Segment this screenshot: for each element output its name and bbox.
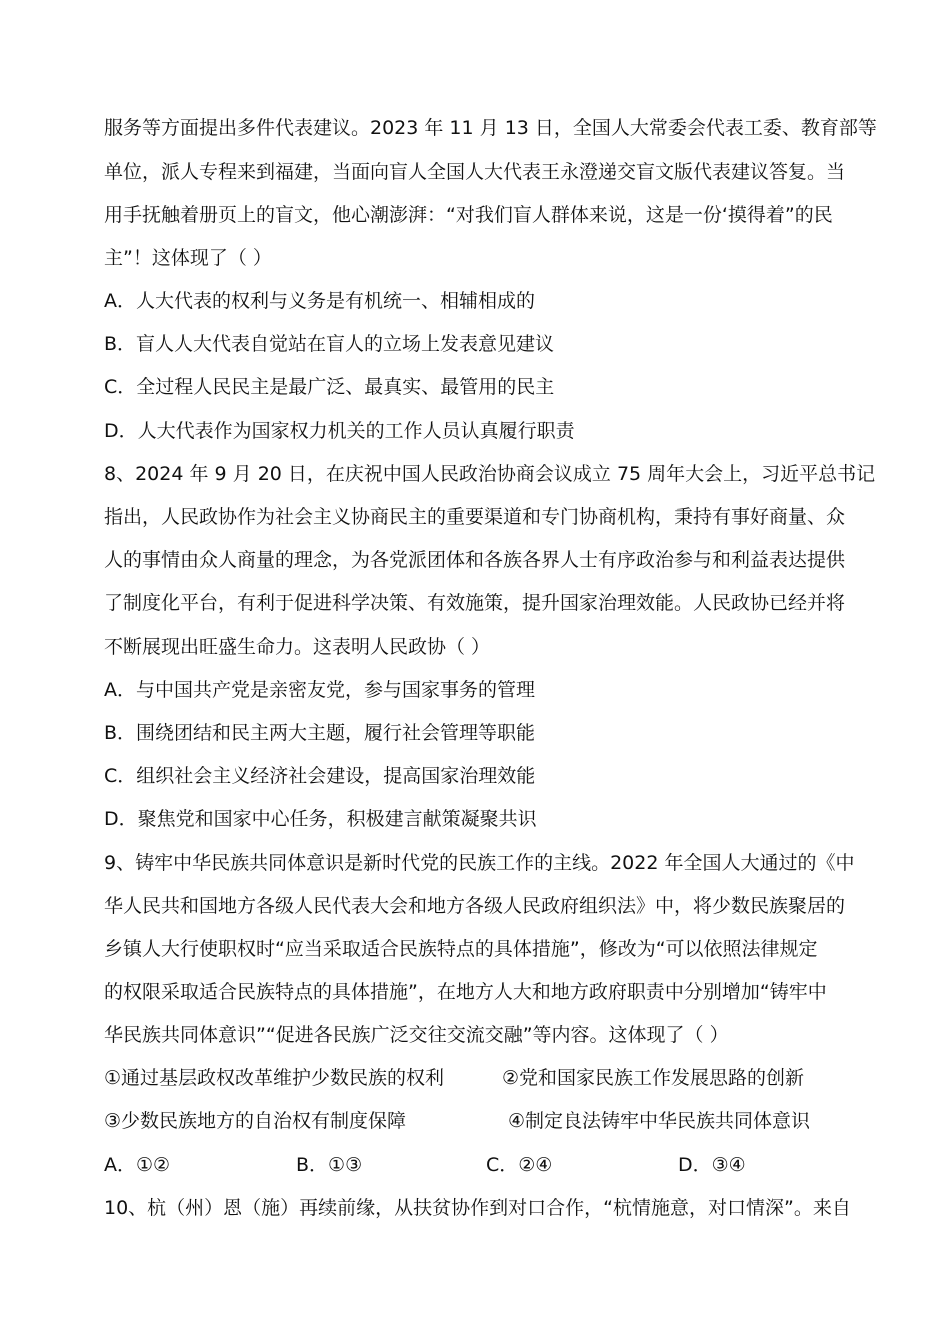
q9-stem-line: 乡镇人大行使职权时“应当采取适合民族特点的具体措施”，修改为“可以依照法律规定 [104, 938, 818, 960]
q10-stem-line: 10、杭（州）恩（施）再续前缘，从扶贫协作到对口合作，“杭情施意，对口情深”。来自 [104, 1197, 851, 1219]
q9-statement-1: ①通过基层政权改革维护少数民族的权利 [104, 1067, 445, 1089]
q8-stem-line: 指出，人民政协作为社会主义协商民主的重要渠道和专门协商机构，秉持有事好商量、众 [104, 506, 846, 528]
q7-option-c: C．全过程人民民主是最广泛、最真实、最管用的民主 [104, 376, 555, 398]
q9-stem-line: 华人民共和国地方各级人民代表大会和地方各级人民政府组织法》中，将少数民族聚居的 [104, 895, 846, 917]
q9-choice-b: B．①③ [296, 1154, 363, 1176]
q7-option-b: B．盲人人大代表自觉站在盲人的立场上发表意见建议 [104, 333, 555, 355]
q8-stem-line: 了制度化平台，有利于促进科学决策、有效施策，提升国家治理效能。人民政协已经并将 [104, 592, 846, 614]
q9-statement-3: ③少数民族地方的自治权有制度保障 [104, 1110, 407, 1132]
q8-stem-line: 人的事情由众人商量的理念，为各党派团体和各族各界人士有序政治参与和利益表达提供 [104, 549, 846, 571]
q7-option-d: D．人大代表作为国家权力机关的工作人员认真履行职责 [104, 420, 575, 442]
q8-option-c: C．组织社会主义经济社会建设，提高国家治理效能 [104, 765, 536, 787]
q9-statement-2: ②党和国家民族工作发展思路的创新 [502, 1067, 805, 1089]
q7-stem-line: 主”！这体现了（ ） [104, 247, 272, 269]
q9-stem-line: 的权限采取适合民族特点的具体措施”，在地方人大和地方政府职责中分别增加“铸牢中 [104, 981, 827, 1003]
q9-choice-d: D．③④ [678, 1154, 746, 1176]
q9-choice-c: C．②④ [486, 1154, 553, 1176]
q9-stem-line: 华民族共同体意识”“促进各民族广泛交往交流交融”等内容。这体现了（ ） [104, 1024, 729, 1046]
q9-statement-4: ④制定良法铸牢中华民族共同体意识 [508, 1110, 811, 1132]
q7-stem-line: 单位，派人专程来到福建，当面向盲人全国人大代表王永澄递交盲文版代表建议答复。当 [104, 161, 846, 183]
q9-stem-line: 9、铸牢中华民族共同体意识是新时代党的民族工作的主线。2022 年全国人大通过的《中 [104, 852, 855, 874]
q8-stem-line: 8、2024 年 9 月 20 日，在庆祝中国人民政治协商会议成立 75 周年大会上，习近平总书记 [104, 463, 876, 485]
q8-option-a: A．与中国共产党是亲密友党，参与国家事务的管理 [104, 679, 535, 701]
q7-option-a: A．人大代表的权利与义务是有机统一、相辅相成的 [104, 290, 535, 312]
q8-stem-line: 不断展现出旺盛生命力。这表明人民政协（ ） [104, 636, 491, 658]
q7-stem-line: 服务等方面提出多件代表建议。2023 年 11 月 13 日，全国人大常委会代表工委、教育部等 [104, 117, 877, 139]
q8-option-b: B．围绕团结和民主两大主题，履行社会管理等职能 [104, 722, 536, 744]
q9-choice-a: A．①② [104, 1154, 171, 1176]
q8-option-d: D．聚焦党和国家中心任务，积极建言献策凝聚共识 [104, 808, 537, 830]
q7-stem-line: 用手抚触着册页上的盲文，他心潮澎湃：“对我们盲人群体来说，这是一份‘摸得着”的民 [104, 204, 833, 226]
